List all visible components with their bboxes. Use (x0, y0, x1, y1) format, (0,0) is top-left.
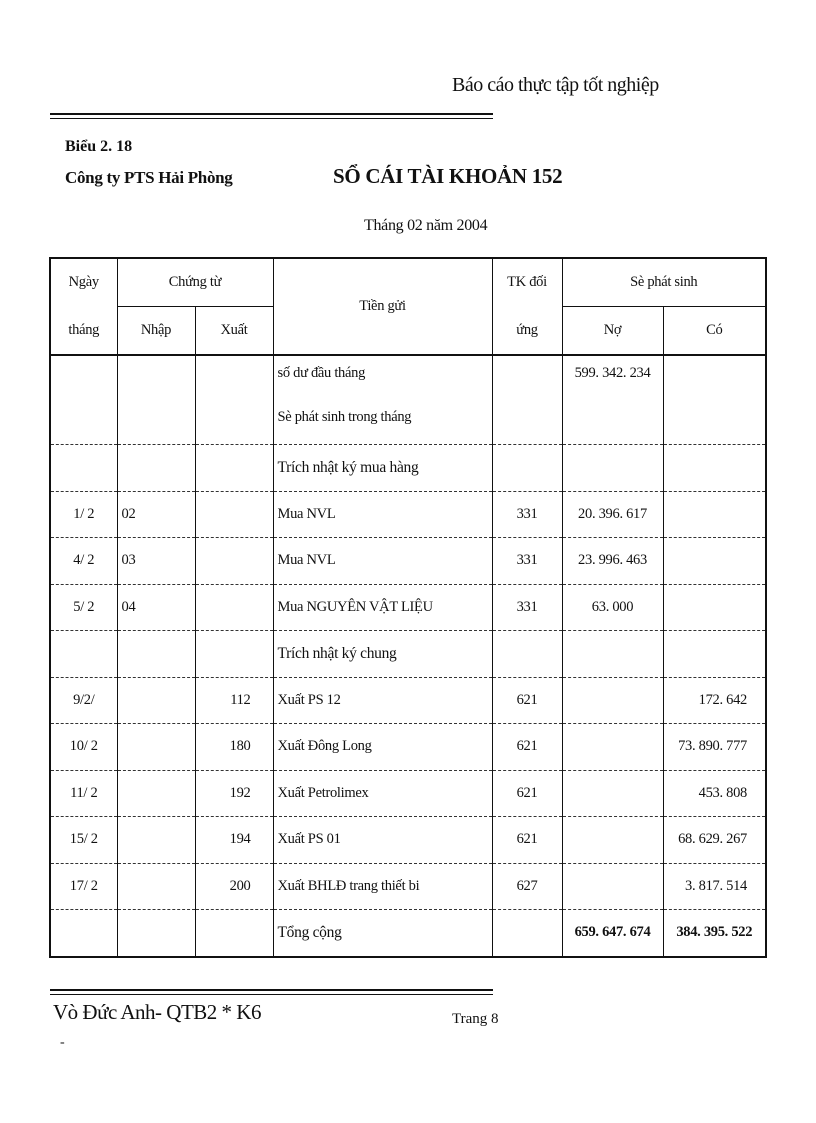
form-code: Biểu 2. 18 (65, 138, 133, 155)
cell-voucher-in (117, 770, 195, 817)
cell-credit: 453. 808 (663, 770, 766, 817)
cell-debit (562, 445, 663, 492)
cell-credit (663, 584, 766, 631)
table-row (50, 770, 766, 817)
cell-description: Mua NVL (273, 491, 492, 538)
cell-contra-account (492, 631, 562, 678)
cell-debit (562, 770, 663, 817)
header-divider (50, 113, 493, 115)
cell-description: Mua NGUYÊN VẬT LIỆU (273, 584, 492, 631)
cell-date: 10/ 2 (50, 724, 117, 771)
cell-credit: 172. 642 (663, 677, 766, 724)
footer-mark: - (60, 1035, 65, 1050)
cell-voucher-in (117, 817, 195, 864)
page-number: Trang 8 (452, 1011, 499, 1027)
cell-description: Trích nhật ký chung (273, 631, 492, 678)
cell-voucher-out (195, 538, 273, 585)
ledger-title: SỔ CÁI TÀI KHOẢN 152 (333, 164, 563, 188)
cell-description: Xuất Petrolimex (273, 770, 492, 817)
header-divider-thin (50, 118, 493, 119)
table-row (50, 538, 766, 585)
total-label: Tổng cộng (273, 910, 492, 957)
cell-debit: 63. 000 (562, 584, 663, 631)
cell-voucher-in: 02 (117, 491, 195, 538)
header-date: Ngày (50, 258, 117, 307)
cell-voucher-out: 180 (195, 724, 273, 771)
total-credit: 384. 395. 522 (663, 910, 766, 957)
cell-voucher-out: 112 (195, 677, 273, 724)
total-row (50, 910, 766, 957)
cell-date: 11/ 2 (50, 770, 117, 817)
cell-credit: 68. 629. 267 (663, 817, 766, 864)
cell-date: 9/2/ (50, 677, 117, 724)
author-name: Vò Đức Anh- QTB2 * K6 (53, 1000, 261, 1024)
cell-date: 15/ 2 (50, 817, 117, 864)
cell-date: 4/ 2 (50, 538, 117, 585)
cell-voucher-out (195, 445, 273, 492)
cell-credit: 73. 890. 777 (663, 724, 766, 771)
header-contra-line2: ứng (492, 307, 562, 356)
cell-contra-account: 621 (492, 770, 562, 817)
header-amounts: Sè phát sinh (562, 258, 766, 307)
opening-debit: 599. 342. 234 (574, 365, 651, 381)
table-row (50, 863, 766, 910)
table-row (50, 491, 766, 538)
cell-contra-account: 621 (492, 724, 562, 771)
cell-credit: 3. 817. 514 (663, 863, 766, 910)
cell-contra-account: 331 (492, 538, 562, 585)
company-name: Công ty PTS Hải Phòng (65, 168, 233, 187)
cell-contra-account: 331 (492, 491, 562, 538)
cell-voucher-in (117, 724, 195, 771)
cell-contra-account: 627 (492, 863, 562, 910)
cell-credit (663, 631, 766, 678)
ledger-period: Tháng 02 năm 2004 (364, 217, 488, 234)
cell-voucher-out: 200 (195, 863, 273, 910)
cell-description: Trích nhật ký mua hàng (273, 445, 492, 492)
cell-debit: 23. 996. 463 (562, 538, 663, 585)
report-header: Báo cáo thực tập tốt nghiệp (452, 74, 659, 96)
table-row (50, 584, 766, 631)
cell-voucher-in: 03 (117, 538, 195, 585)
opening-row (50, 355, 766, 445)
cell-voucher-in (117, 863, 195, 910)
cell-description: Xuất Đông Long (273, 724, 492, 771)
cell-date (50, 445, 117, 492)
table-row (50, 677, 766, 724)
cell-date: 17/ 2 (50, 863, 117, 910)
header-voucher-in: Nhập (117, 307, 195, 356)
cell-voucher-out: 192 (195, 770, 273, 817)
cell-voucher-in (117, 677, 195, 724)
cell-voucher-in: 04 (117, 584, 195, 631)
header-description: Tiền gửi (273, 258, 492, 355)
cell-description: Xuất BHLĐ trang thiết bi (273, 863, 492, 910)
footer-divider (50, 989, 493, 991)
opening-label: số dư đầu tháng (277, 365, 366, 381)
cell-voucher-out: 194 (195, 817, 273, 864)
table-row (50, 724, 766, 771)
ledger-table (49, 257, 767, 958)
cell-contra-account (492, 445, 562, 492)
table-row (50, 445, 766, 492)
cell-description: Mua NVL (273, 538, 492, 585)
table-row (50, 631, 766, 678)
cell-voucher-out (195, 584, 273, 631)
table-row (50, 817, 766, 864)
footer-divider-thin (50, 994, 493, 995)
total-debit: 659. 647. 674 (562, 910, 663, 957)
cell-contra-account: 621 (492, 677, 562, 724)
cell-voucher-in (117, 445, 195, 492)
cell-credit (663, 538, 766, 585)
cell-description: Xuất PS 01 (273, 817, 492, 864)
cell-debit (562, 631, 663, 678)
cell-debit (562, 817, 663, 864)
cell-date: 5/ 2 (50, 584, 117, 631)
header-voucher-out: Xuất (195, 307, 273, 356)
cell-debit (562, 677, 663, 724)
cell-voucher-out (195, 491, 273, 538)
cell-contra-account: 331 (492, 584, 562, 631)
header-date-line2: tháng (50, 307, 117, 356)
cell-voucher-out (195, 631, 273, 678)
header-voucher: Chứng từ (117, 258, 273, 307)
cell-description: Xuất PS 12 (273, 677, 492, 724)
cell-debit (562, 863, 663, 910)
header-contra-account: TK đối (492, 258, 562, 307)
movement-label: Sè phát sinh trong tháng (277, 409, 412, 425)
cell-contra-account: 621 (492, 817, 562, 864)
cell-debit (562, 724, 663, 771)
cell-debit: 20. 396. 617 (562, 491, 663, 538)
header-credit: Có (663, 307, 766, 356)
cell-credit (663, 445, 766, 492)
cell-date (50, 631, 117, 678)
cell-voucher-in (117, 631, 195, 678)
cell-credit (663, 491, 766, 538)
cell-date: 1/ 2 (50, 491, 117, 538)
header-debit: Nợ (562, 307, 663, 356)
